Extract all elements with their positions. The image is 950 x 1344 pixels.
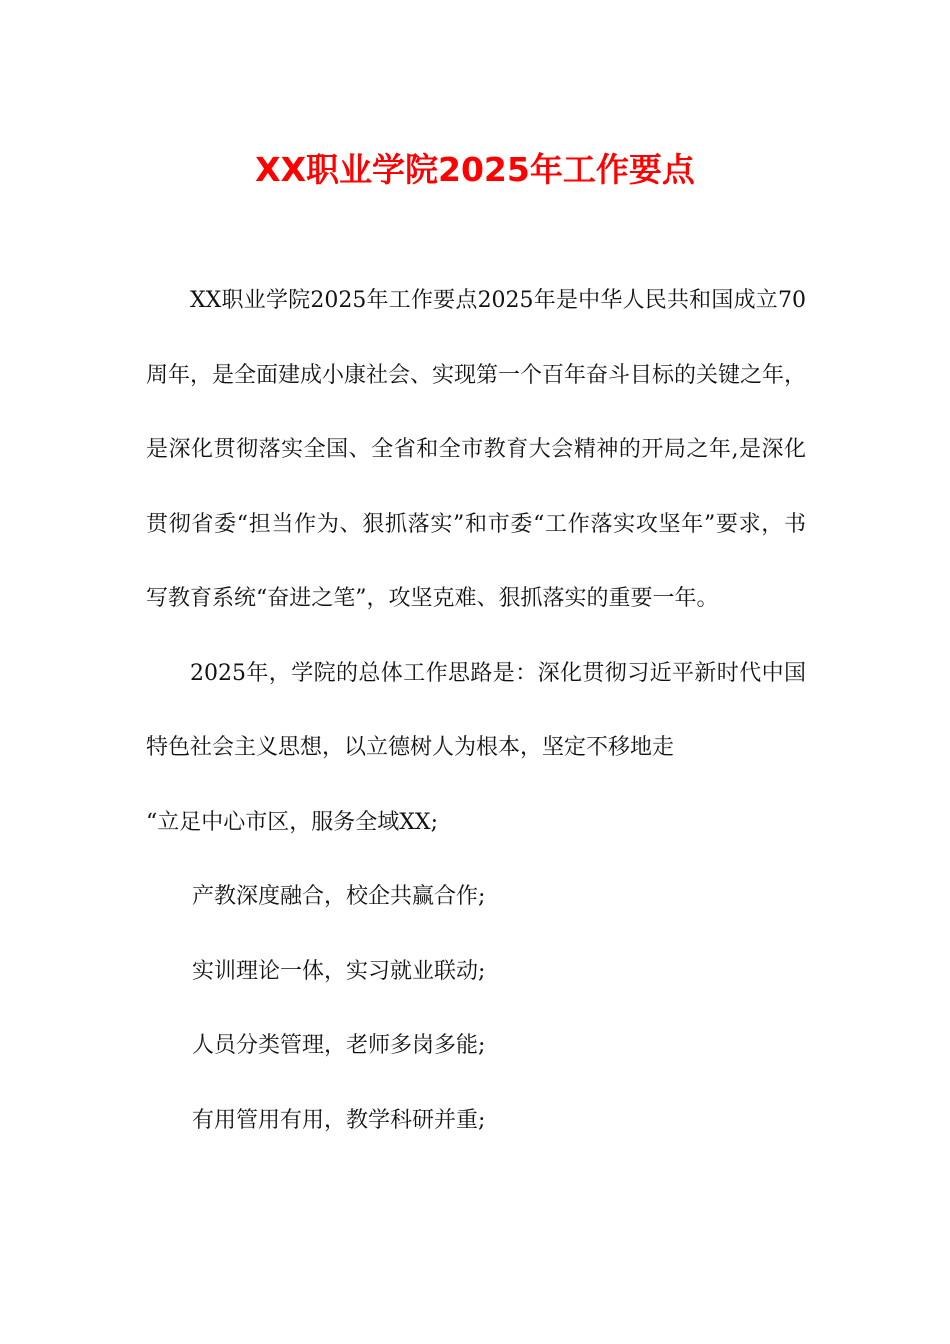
list-item: 实训理论一体，实习就业联动; — [192, 958, 486, 984]
list-item: 有用管用有用，教学科研并重; — [192, 1107, 486, 1133]
document-body — [146, 264, 806, 1158]
list-item: 人员分类管理，老师多岗多能; — [192, 1033, 486, 1058]
document-title: XX职业学院2025年工作要点 — [255, 150, 695, 189]
list-item: “立足中心市区，服务全域XX; — [146, 809, 438, 835]
paragraph-work-approach: 2025年，学院的总体工作思路是：深化贯彻习近平新时代中国特色社会主义思想，以立德树人为根本，坚定不移地走 — [146, 660, 806, 760]
list-item: 产教深度融合，校企共赢合作; — [192, 884, 486, 909]
paragraph-intro: XX职业学院2025年工作要点2025年是中华人民共和国成立70周年，是全面建成小康社会、实现第一个百年奋斗目标的关键之年，是深化贯彻落实全国、全省和全市教育大会精神的开局之年,是深化贯彻省委“担当作为、狠抓落实”和市委“工作落实攻坚年”要求，书写教育系统“奋进之笔”，攻坚克难、狠抓落实的重要一年。 — [146, 288, 807, 611]
